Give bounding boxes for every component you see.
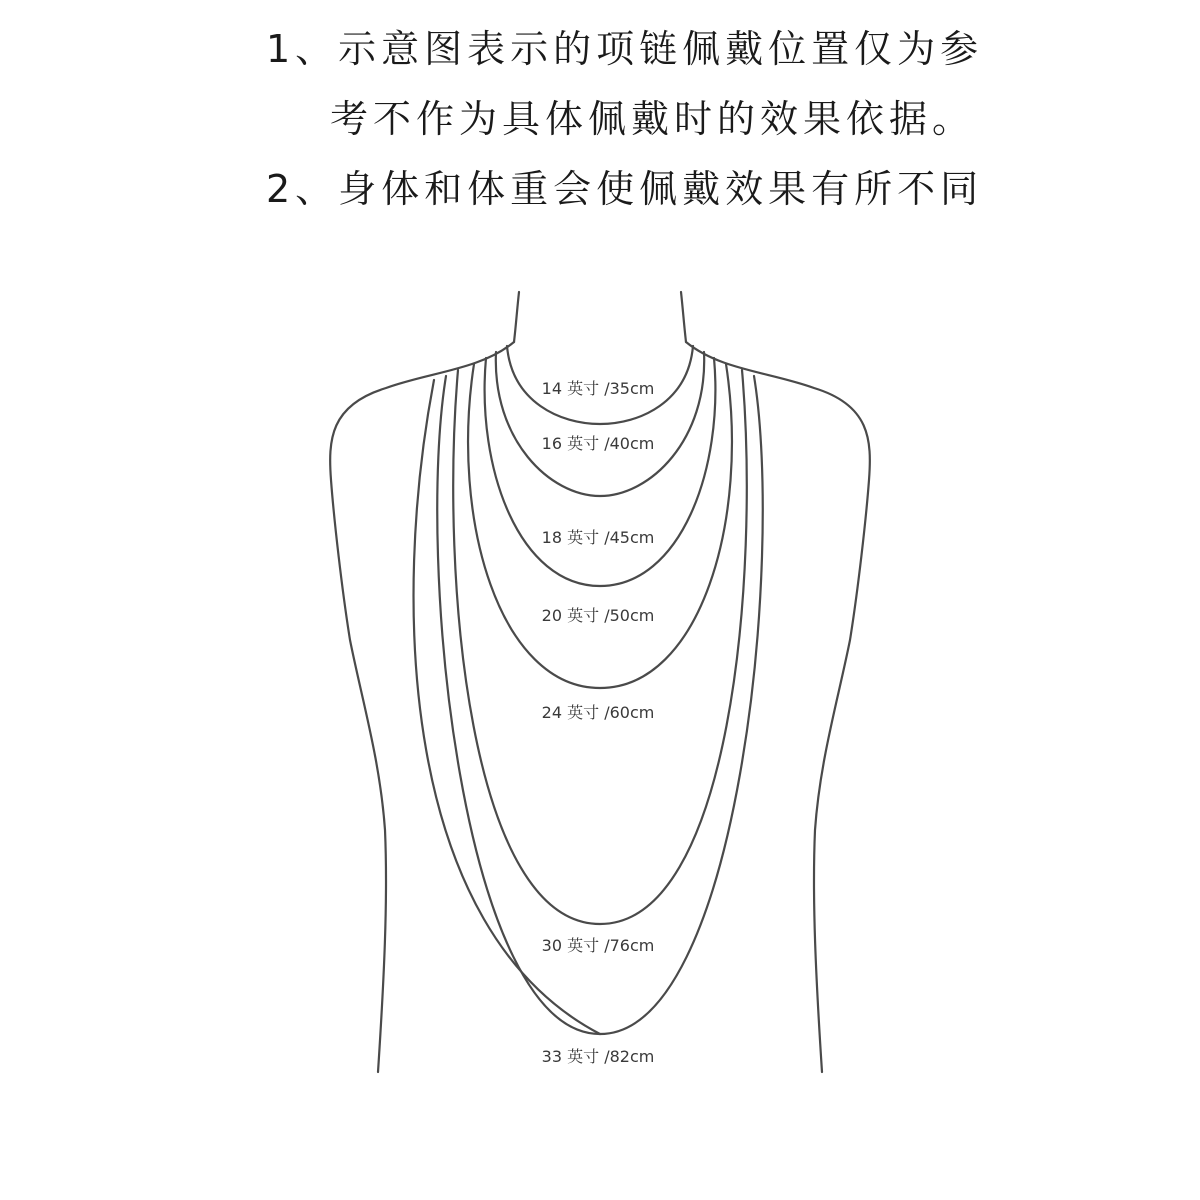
length-label-18in: 18 英寸 /45cm bbox=[541, 528, 655, 547]
length-label-33in: 33 英寸 /82cm bbox=[541, 1047, 655, 1066]
length-label-20in: 20 英寸 /50cm bbox=[541, 606, 655, 625]
length-label-24in: 24 英寸 /60cm bbox=[541, 703, 655, 722]
note-line-1: 1、示意图表示的项链佩戴位置仅为参 bbox=[266, 27, 984, 71]
neck-left-outline bbox=[514, 292, 519, 342]
note-line-2: 考不作为具体佩戴时的效果依据。 bbox=[330, 97, 976, 141]
neck-right-outline bbox=[681, 292, 686, 342]
note-line-3: 2、身体和体重会使佩戴效果有所不同 bbox=[266, 167, 984, 211]
necklace-20in-curve bbox=[468, 364, 732, 688]
length-label-14in: 14 英寸 /35cm bbox=[541, 379, 655, 398]
length-label-16in: 16 英寸 /40cm bbox=[541, 434, 655, 453]
necklace-24in-curve bbox=[453, 370, 747, 924]
length-label-30in: 30 英寸 /76cm bbox=[541, 936, 655, 955]
torso-right-outline bbox=[686, 342, 870, 1072]
